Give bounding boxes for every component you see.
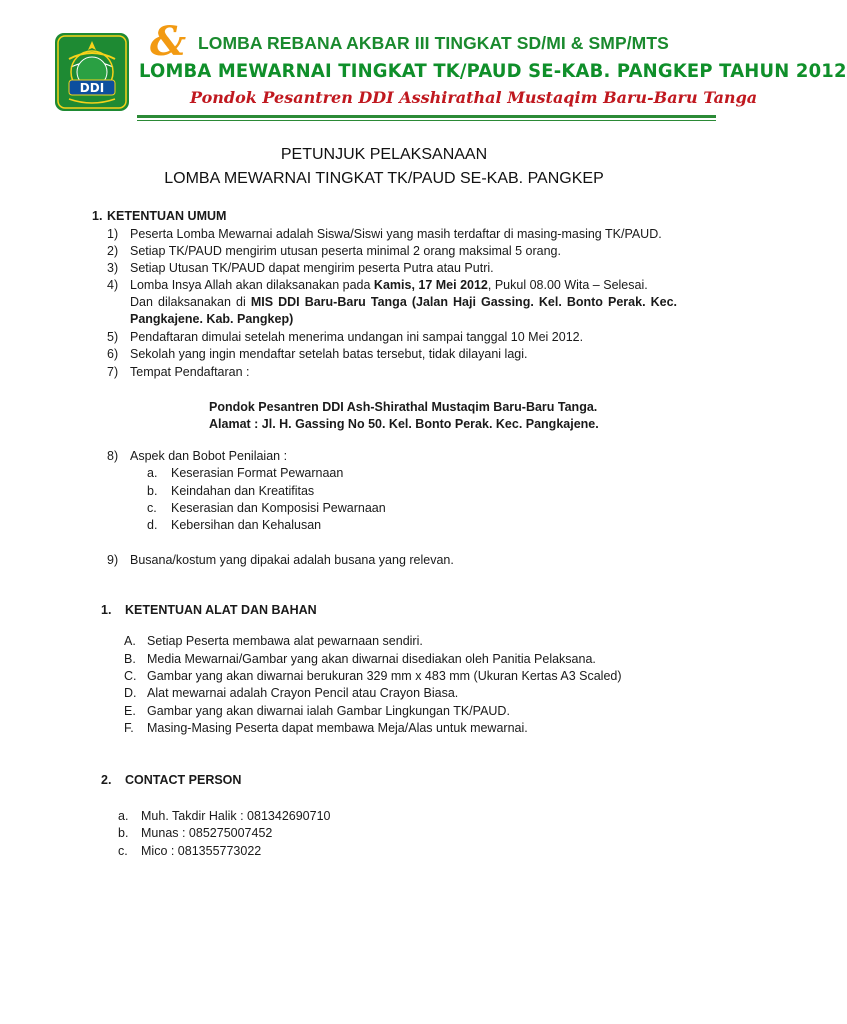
ddi-logo xyxy=(55,33,129,111)
list-item: Media Mewarnai/Gambar yang akan diwarnai disediakan oleh Panitia Pelaksana. xyxy=(147,652,596,666)
list-item: Gambar yang akan diwarnai berukuran 329 mm x 483 mm (Ukuran Kertas A3 Scaled) xyxy=(147,669,622,683)
header-rule-thin xyxy=(137,120,716,121)
header-line-3: Pondok Pesantren DDI Asshirathal Mustaqim Baru-Baru Tanga xyxy=(190,88,758,107)
list-item-letter: C. xyxy=(124,669,137,683)
venue-address-cont: Pangkajene. Kab. Pangkep) xyxy=(130,312,294,326)
sub-item-letter: d. xyxy=(147,518,158,532)
list-item-number: 1) xyxy=(107,227,119,241)
list-item-number: 9) xyxy=(107,553,119,567)
section-1-heading: KETENTUAN UMUM xyxy=(107,209,227,223)
sub-item-letter: c. xyxy=(147,501,157,515)
section-1-number: 1. xyxy=(92,209,103,223)
section-3-number: 2. xyxy=(101,773,112,787)
sub-item: Keserasian Format Pewarnaan xyxy=(171,466,344,480)
list-item: Aspek dan Bobot Penilaian : xyxy=(130,449,288,463)
doc-subtitle: LOMBA MEWARNAI TINGKAT TK/PAUD SE-KAB. PANGKEP xyxy=(164,170,604,187)
list-item: Setiap Utusan TK/PAUD dapat mengirim peserta Putra atau Putri. xyxy=(130,261,494,275)
date-post: , Pukul 08.00 Wita – Selesai. xyxy=(487,278,648,292)
list-item-number: 3) xyxy=(107,261,119,275)
list-item-letter: A. xyxy=(124,634,136,648)
list-item: Peserta Lomba Mewarnai adalah Siswa/Siswi yang masih terdaftar di masing-masing TK/PAUD. xyxy=(130,227,662,241)
sub-item: Keindahan dan Kreatifitas xyxy=(171,484,315,498)
list-item-number: 8) xyxy=(107,449,119,463)
event-date: Kamis, 17 Mei 2012 xyxy=(373,278,488,292)
list-item: Pendaftaran dimulai setelah menerima undangan ini sampai tanggal 10 Mei 2012. xyxy=(130,330,584,344)
contact-letter: b. xyxy=(118,826,129,840)
header-line-2: LOMBA MEWARNAI TINGKAT TK/PAUD SE-KAB. PANGKEP TAHUN 2012 xyxy=(139,61,847,82)
list-item-letter: B. xyxy=(124,652,136,666)
doc-title: PETUNJUK PELAKSANAAN xyxy=(280,146,488,163)
list-item: Gambar yang akan diwarnai ialah Gambar Lingkungan TK/PAUD. xyxy=(147,704,510,718)
logo-text: DDI xyxy=(79,81,105,95)
section-3-heading: CONTACT PERSON xyxy=(125,773,242,787)
sub-item-letter: b. xyxy=(147,484,158,498)
list-item: Sekolah yang ingin mendaftar setelah batas tersebut, tidak dilayani lagi. xyxy=(130,347,528,361)
list-item-letter: D. xyxy=(124,686,137,700)
list-item: Busana/kostum yang dipakai adalah busana yang relevan. xyxy=(130,553,454,567)
section-2-number: 1. xyxy=(101,603,112,617)
list-item-letter: E. xyxy=(124,704,136,718)
contact-letter: a. xyxy=(118,809,129,823)
contact-item: Muh. Takdir Halik : 081342690710 xyxy=(141,809,331,823)
list-item-number: 7) xyxy=(107,365,119,379)
contact-letter: c. xyxy=(118,844,128,858)
list-item: Alat mewarnai adalah Crayon Pencil atau Crayon Biasa. xyxy=(147,686,459,700)
list-item-date xyxy=(130,277,648,293)
list-item: Setiap TK/PAUD mengirim utusan peserta minimal 2 orang maksimal 5 orang. xyxy=(130,244,561,258)
header-rule-thick xyxy=(137,115,716,118)
list-item: Setiap Peserta membawa alat pewarnaan sendiri. xyxy=(147,634,423,648)
registration-address: Alamat : Jl. H. Gassing No 50. Kel. Bonto Perak. Kec. Pangkajene. xyxy=(209,417,599,431)
contact-item: Munas : 085275007452 xyxy=(141,826,273,840)
registration-place: Pondok Pesantren DDI Ash-Shirathal Mustaqim Baru-Baru Tanga. xyxy=(209,400,598,414)
list-item-letter: F. xyxy=(124,721,134,735)
section-2-heading: KETENTUAN ALAT DAN BAHAN xyxy=(125,603,317,617)
list-item-number: 6) xyxy=(107,347,119,361)
list-item-number: 2) xyxy=(107,244,119,258)
header-line-1: LOMBA REBANA AKBAR III TINGKAT SD/MI & SMP/MTS xyxy=(198,33,669,53)
list-item: Tempat Pendaftaran : xyxy=(130,365,250,379)
sub-item: Kebersihan dan Kehalusan xyxy=(171,518,322,532)
venue-pre: Dan dilaksanakan di xyxy=(130,295,251,309)
sub-item-letter: a. xyxy=(147,466,158,480)
list-item: Masing-Masing Peserta dapat membawa Meja/Alas untuk mewarnai. xyxy=(147,721,528,735)
sub-item: Keserasian dan Komposisi Pewarnaan xyxy=(171,501,386,515)
list-item-venue xyxy=(130,294,677,310)
ampersand-mark: & xyxy=(150,18,187,65)
list-item-number: 5) xyxy=(107,330,119,344)
contact-item: Mico : 081355773022 xyxy=(141,844,262,858)
date-pre: Lomba Insya Allah akan dilaksanakan pada xyxy=(130,278,374,292)
list-item-number: 4) xyxy=(107,278,119,292)
venue-address: MIS DDI Baru-Baru Tanga (Jalan Haji Gassing. Kel. Bonto Perak. Kec. xyxy=(250,295,678,309)
